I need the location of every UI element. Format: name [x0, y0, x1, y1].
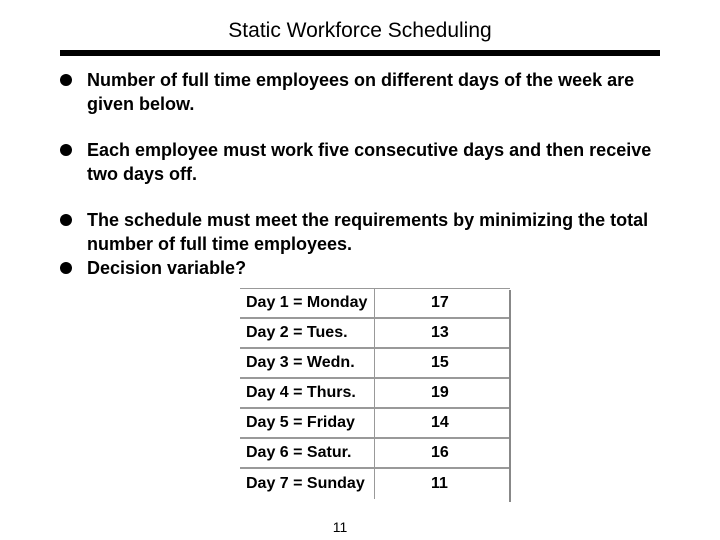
- table-row: [240, 378, 510, 408]
- page-number: 11: [332, 519, 348, 535]
- bullet-text: Number of full time employees on different days of the week are given below.: [87, 70, 635, 114]
- day-cell: Day 7 = Sunday: [240, 468, 375, 499]
- slide-title: Static Workforce Scheduling: [228, 19, 492, 42]
- requirement-cell: 14: [375, 408, 511, 438]
- bullet-dot-icon: [60, 74, 72, 86]
- requirement-cell: 13: [375, 318, 511, 348]
- requirement-cell: 11: [431, 475, 448, 492]
- bullet-item: [60, 208, 680, 256]
- day-cell: Day 5 = Friday: [240, 408, 375, 438]
- table-row: [240, 348, 510, 378]
- day-cell: Day 6 = Satur.: [240, 438, 375, 468]
- title-divider: [60, 50, 660, 56]
- table-right-border: [509, 290, 511, 502]
- bullet-dot-icon: [60, 262, 72, 274]
- table-row: [240, 318, 510, 348]
- day-cell: Day 4 = Thurs.: [240, 378, 375, 408]
- table-row: [240, 468, 510, 499]
- table-row: [240, 438, 510, 468]
- bullet-item: [60, 256, 680, 280]
- requirement-cell: 16: [375, 438, 511, 468]
- bullet-text: The schedule must meet the requirements by minimizing the total number of full time employees.: [87, 210, 649, 254]
- day-cell: Day 1 = Monday: [240, 289, 375, 319]
- requirement-cell: 15: [375, 348, 511, 378]
- requirements-table: [240, 288, 510, 499]
- day-cell: Day 2 = Tues.: [240, 318, 375, 348]
- day-cell: Day 3 = Wedn.: [240, 348, 375, 378]
- bullet-text: Each employee must work five consecutive days and then receive two days off.: [87, 140, 652, 184]
- requirement-cell: 17: [375, 289, 511, 319]
- bullet-list: [60, 68, 680, 280]
- bullet-dot-icon: [60, 214, 72, 226]
- bullet-text: Decision variable?: [87, 258, 247, 278]
- requirement-cell: 19: [375, 378, 511, 408]
- table-row: [240, 408, 510, 438]
- table-row: [240, 289, 510, 319]
- bullet-dot-icon: [60, 144, 72, 156]
- bullet-item: [60, 68, 680, 116]
- bullet-item: [60, 138, 680, 186]
